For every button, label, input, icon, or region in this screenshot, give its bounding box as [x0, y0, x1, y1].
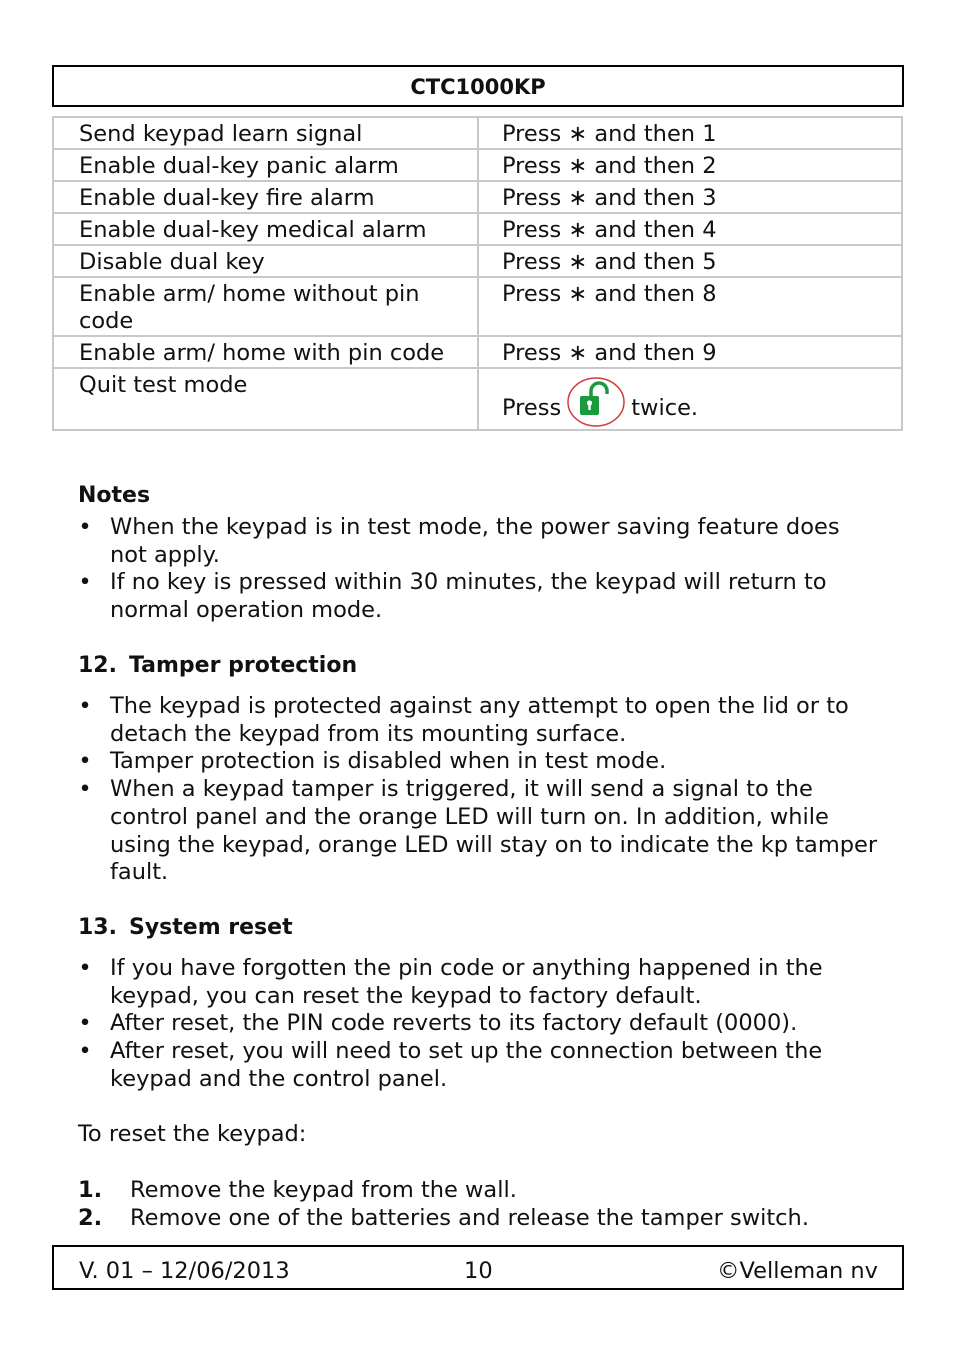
twice-label: twice. — [631, 395, 699, 421]
action-cell: Press ∗ and then 8 — [478, 277, 902, 336]
list-item: • The keypad is protected against any attempt to open the lid or to detach the keypad from its mounting surface. — [78, 693, 849, 747]
function-cell: Disable dual key — [53, 245, 478, 277]
bullet-icon: • — [78, 748, 92, 775]
table-row — [53, 117, 902, 149]
function-cell: Enable dual-key medical alarm — [53, 213, 478, 245]
function-cell: Enable dual-key panic alarm — [53, 149, 478, 181]
step-number: 2. — [78, 1205, 103, 1231]
action-cell: Press ∗ and then 3 — [478, 181, 902, 213]
step-item: 1. Remove the keypad from the wall. — [78, 1177, 517, 1203]
document-footer — [52, 1245, 904, 1290]
function-cell: Enable arm/ home without pin code — [53, 277, 478, 336]
bullet-icon: • — [78, 693, 92, 719]
list-item: • When a keypad tamper is triggered, it will send a signal to the control panel and the orange LED will turn on. In addition, while using the keypad, orange LED will stay on to indicate the kp tamper fault. — [78, 776, 878, 886]
function-cell: Quit test mode — [53, 368, 478, 430]
list-item: • After reset, the PIN code reverts to its factory default (0000). — [78, 1010, 798, 1037]
bullet-icon: • — [78, 955, 92, 981]
copyright: ©Velleman nv — [716, 1258, 878, 1284]
list-item: • If no key is pressed within 30 minutes, the keypad will return to normal operation mode. — [78, 569, 827, 624]
action-cell: Press ∗ and then 2 — [478, 149, 902, 181]
version-date: V. 01 – 12/06/2013 — [79, 1258, 290, 1284]
function-cell: Send keypad learn signal — [53, 117, 478, 149]
list-item: • After reset, you will need to set up the connection between the keypad and the control panel. — [78, 1038, 823, 1092]
reset-steps — [78, 1176, 809, 1232]
document-header — [52, 65, 904, 107]
tamper-list — [78, 693, 878, 887]
action-cell: Press ∗ and then 1 — [478, 117, 902, 149]
step-number: 1. — [78, 1177, 103, 1203]
unlock-button-icon — [567, 377, 625, 427]
bullet-icon: • — [78, 514, 92, 540]
reset-intro: To reset the keypad: — [78, 1121, 307, 1147]
step-item: 2. Remove one of the batteries and release the tamper switch. — [78, 1205, 809, 1231]
section-13-heading: 13. System reset — [78, 915, 293, 940]
list-item: • If you have forgotten the pin code or anything happened in the keypad, you can reset the keypad to factory default. — [78, 955, 823, 1009]
bullet-icon: • — [78, 776, 92, 803]
table-row — [53, 336, 902, 368]
table-row — [53, 368, 902, 430]
action-cell: Press ∗ and then 5 — [478, 245, 902, 277]
action-cell: Press ∗ and then 4 — [478, 213, 902, 245]
list-item: • Tamper protection is disabled when in test mode. — [78, 748, 667, 775]
model-title: CTC1000KP — [410, 75, 546, 99]
notes-list — [78, 514, 878, 625]
bullet-icon: • — [78, 1038, 92, 1065]
command-table — [52, 116, 903, 431]
bullet-icon: • — [78, 1010, 92, 1037]
function-cell: Enable dual-key fire alarm — [53, 181, 478, 213]
list-item: • When the keypad is in test mode, the power saving feature does not apply. — [78, 514, 840, 568]
notes-heading: Notes — [78, 483, 151, 508]
function-cell: Enable arm/ home with pin code — [53, 336, 478, 368]
page-number: 10 — [464, 1258, 493, 1284]
table-row — [53, 213, 902, 245]
table-row — [53, 277, 902, 336]
reset-list — [78, 955, 878, 1094]
section-12-heading: 12. Tamper protection — [78, 653, 358, 678]
press-label: Press — [502, 395, 562, 421]
bullet-icon: • — [78, 569, 92, 596]
action-cell — [478, 368, 902, 430]
action-cell: Press ∗ and then 9 — [478, 336, 902, 368]
table-row — [53, 149, 902, 181]
table-row — [53, 181, 902, 213]
table-row — [53, 245, 902, 277]
